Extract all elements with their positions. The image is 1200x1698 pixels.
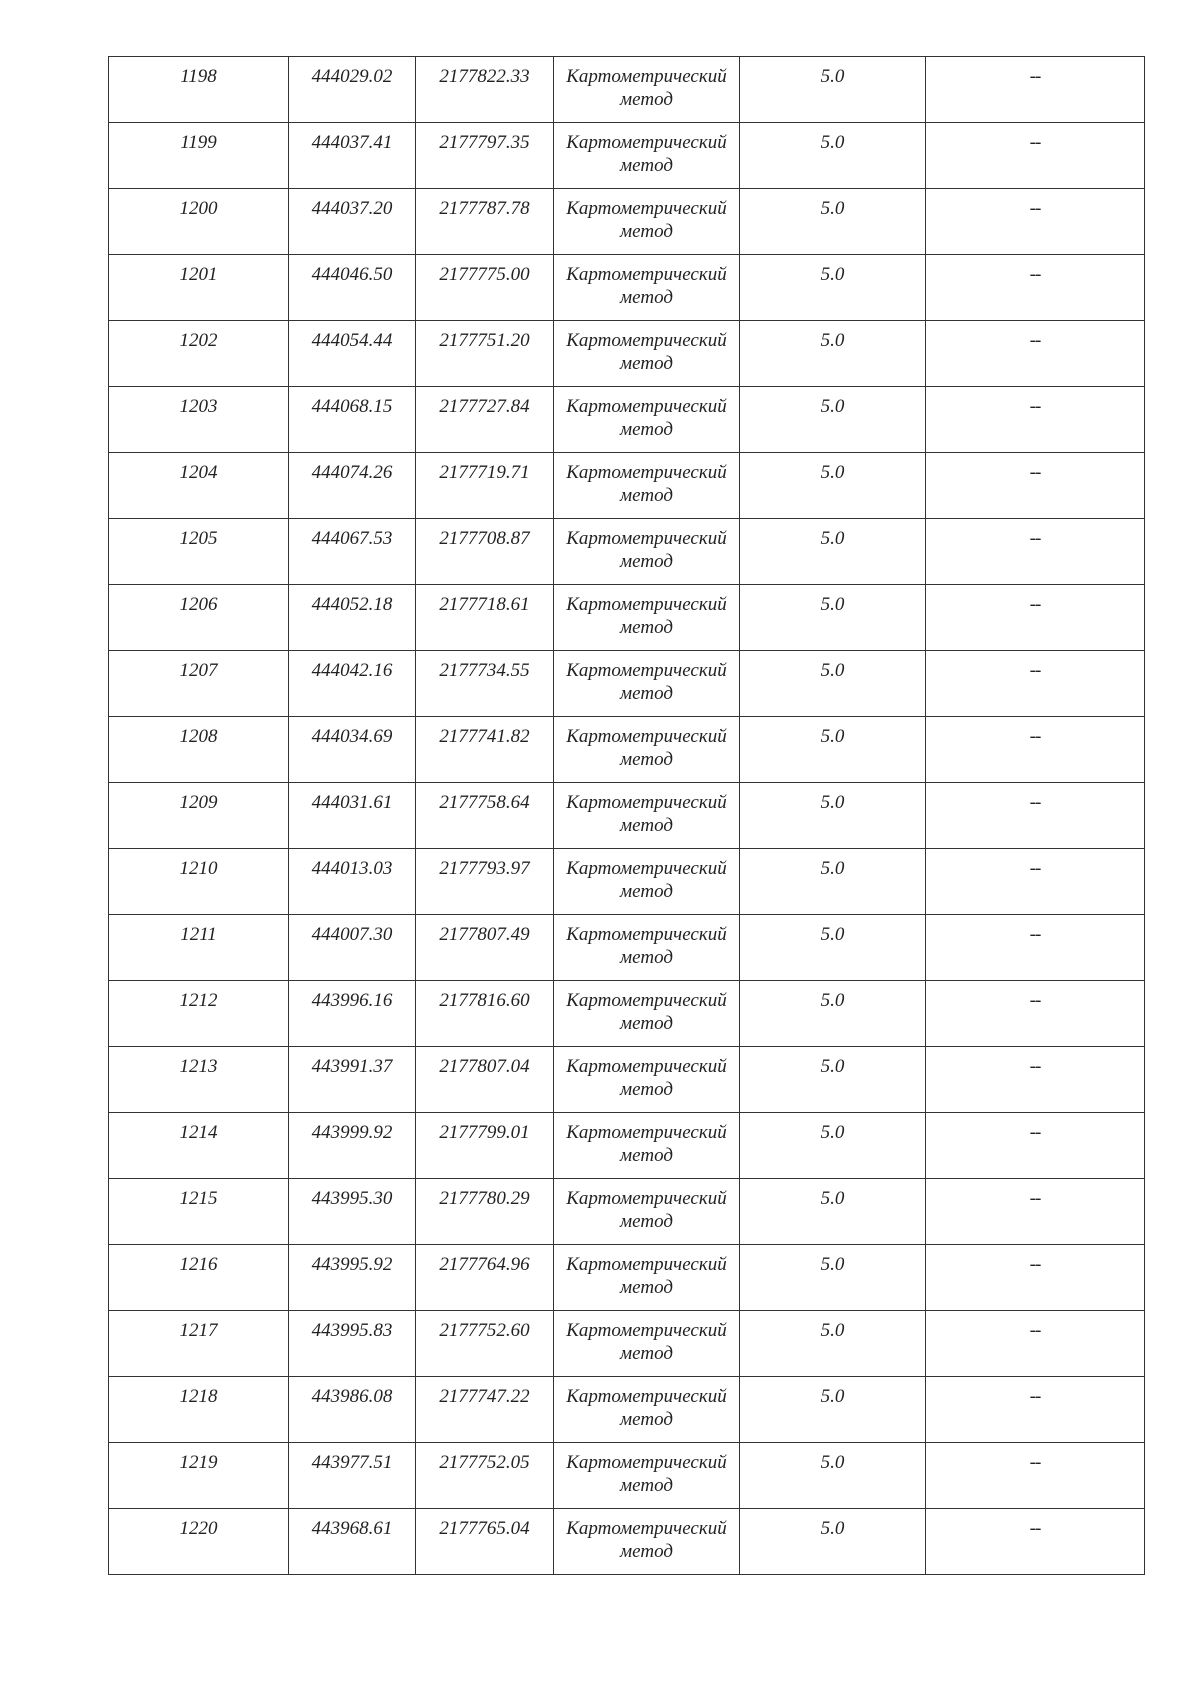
- y-coordinate-cell: 2177799.01: [416, 1113, 554, 1179]
- table-row: [109, 981, 1145, 1047]
- note-cell: --: [926, 57, 1145, 123]
- accuracy-cell: 5.0: [740, 717, 926, 783]
- y-coordinate-cell: 2177752.60: [416, 1311, 554, 1377]
- method-cell: Картометрический метод: [554, 849, 740, 915]
- y-coordinate-cell: 2177751.20: [416, 321, 554, 387]
- table-row: [109, 321, 1145, 387]
- method-cell: Картометрический метод: [554, 453, 740, 519]
- accuracy-cell: 5.0: [740, 453, 926, 519]
- table-row: [109, 1179, 1145, 1245]
- note-cell: --: [926, 1179, 1145, 1245]
- x-coordinate-cell: 444031.61: [289, 783, 416, 849]
- point-number-cell: 1198: [109, 57, 289, 123]
- x-coordinate-cell: 444042.16: [289, 651, 416, 717]
- accuracy-cell: 5.0: [740, 1179, 926, 1245]
- y-coordinate-cell: 2177775.00: [416, 255, 554, 321]
- method-cell: Картометрический метод: [554, 783, 740, 849]
- table-row: [109, 387, 1145, 453]
- y-coordinate-cell: 2177719.71: [416, 453, 554, 519]
- x-coordinate-cell: 443995.30: [289, 1179, 416, 1245]
- accuracy-cell: 5.0: [740, 189, 926, 255]
- point-number-cell: 1218: [109, 1377, 289, 1443]
- x-coordinate-cell: 443999.92: [289, 1113, 416, 1179]
- y-coordinate-cell: 2177752.05: [416, 1443, 554, 1509]
- table-row: [109, 915, 1145, 981]
- table-row: [109, 123, 1145, 189]
- table-row: [109, 717, 1145, 783]
- method-cell: Картометрический метод: [554, 717, 740, 783]
- method-cell: Картометрический метод: [554, 1113, 740, 1179]
- method-cell: Картометрический метод: [554, 915, 740, 981]
- table-row: [109, 1311, 1145, 1377]
- point-number-cell: 1207: [109, 651, 289, 717]
- method-cell: Картометрический метод: [554, 123, 740, 189]
- method-cell: Картометрический метод: [554, 1245, 740, 1311]
- x-coordinate-cell: 443995.83: [289, 1311, 416, 1377]
- point-number-cell: 1204: [109, 453, 289, 519]
- x-coordinate-cell: 443968.61: [289, 1509, 416, 1575]
- note-cell: --: [926, 717, 1145, 783]
- point-number-cell: 1209: [109, 783, 289, 849]
- accuracy-cell: 5.0: [740, 519, 926, 585]
- accuracy-cell: 5.0: [740, 1311, 926, 1377]
- x-coordinate-cell: 443991.37: [289, 1047, 416, 1113]
- table-row: [109, 57, 1145, 123]
- accuracy-cell: 5.0: [740, 1113, 926, 1179]
- table-row: [109, 651, 1145, 717]
- note-cell: --: [926, 849, 1145, 915]
- table-row: [109, 1245, 1145, 1311]
- method-cell: Картометрический метод: [554, 1179, 740, 1245]
- x-coordinate-cell: 443986.08: [289, 1377, 416, 1443]
- x-coordinate-cell: 444054.44: [289, 321, 416, 387]
- method-cell: Картометрический метод: [554, 189, 740, 255]
- x-coordinate-cell: 444013.03: [289, 849, 416, 915]
- accuracy-cell: 5.0: [740, 1047, 926, 1113]
- y-coordinate-cell: 2177764.96: [416, 1245, 554, 1311]
- y-coordinate-cell: 2177797.35: [416, 123, 554, 189]
- table-row: [109, 255, 1145, 321]
- method-cell: Картометрический метод: [554, 1443, 740, 1509]
- note-cell: --: [926, 1443, 1145, 1509]
- point-number-cell: 1214: [109, 1113, 289, 1179]
- point-number-cell: 1202: [109, 321, 289, 387]
- point-number-cell: 1200: [109, 189, 289, 255]
- y-coordinate-cell: 2177787.78: [416, 189, 554, 255]
- note-cell: --: [926, 189, 1145, 255]
- accuracy-cell: 5.0: [740, 57, 926, 123]
- point-number-cell: 1216: [109, 1245, 289, 1311]
- y-coordinate-cell: 2177734.55: [416, 651, 554, 717]
- y-coordinate-cell: 2177727.84: [416, 387, 554, 453]
- accuracy-cell: 5.0: [740, 585, 926, 651]
- method-cell: Картометрический метод: [554, 57, 740, 123]
- method-cell: Картометрический метод: [554, 1047, 740, 1113]
- point-number-cell: 1215: [109, 1179, 289, 1245]
- y-coordinate-cell: 2177718.61: [416, 585, 554, 651]
- note-cell: --: [926, 585, 1145, 651]
- note-cell: --: [926, 255, 1145, 321]
- y-coordinate-cell: 2177708.87: [416, 519, 554, 585]
- point-number-cell: 1201: [109, 255, 289, 321]
- accuracy-cell: 5.0: [740, 915, 926, 981]
- method-cell: Картометрический метод: [554, 981, 740, 1047]
- accuracy-cell: 5.0: [740, 123, 926, 189]
- note-cell: --: [926, 123, 1145, 189]
- accuracy-cell: 5.0: [740, 981, 926, 1047]
- accuracy-cell: 5.0: [740, 321, 926, 387]
- y-coordinate-cell: 2177780.29: [416, 1179, 554, 1245]
- note-cell: --: [926, 1113, 1145, 1179]
- y-coordinate-cell: 2177758.64: [416, 783, 554, 849]
- x-coordinate-cell: 444067.53: [289, 519, 416, 585]
- table-row: [109, 519, 1145, 585]
- accuracy-cell: 5.0: [740, 1443, 926, 1509]
- note-cell: --: [926, 1311, 1145, 1377]
- point-number-cell: 1205: [109, 519, 289, 585]
- accuracy-cell: 5.0: [740, 255, 926, 321]
- method-cell: Картометрический метод: [554, 255, 740, 321]
- note-cell: --: [926, 915, 1145, 981]
- table-row: [109, 1443, 1145, 1509]
- x-coordinate-cell: 444037.20: [289, 189, 416, 255]
- x-coordinate-cell: 443977.51: [289, 1443, 416, 1509]
- method-cell: Картометрический метод: [554, 1377, 740, 1443]
- method-cell: Картометрический метод: [554, 651, 740, 717]
- note-cell: --: [926, 1377, 1145, 1443]
- coordinates-table-body: [109, 57, 1145, 1575]
- x-coordinate-cell: 444007.30: [289, 915, 416, 981]
- y-coordinate-cell: 2177793.97: [416, 849, 554, 915]
- table-row: [109, 1377, 1145, 1443]
- table-row: [109, 783, 1145, 849]
- point-number-cell: 1220: [109, 1509, 289, 1575]
- point-number-cell: 1211: [109, 915, 289, 981]
- table-row: [109, 453, 1145, 519]
- table-row: [109, 1113, 1145, 1179]
- note-cell: --: [926, 519, 1145, 585]
- method-cell: Картометрический метод: [554, 1311, 740, 1377]
- method-cell: Картометрический метод: [554, 585, 740, 651]
- table-row: [109, 1509, 1145, 1575]
- method-cell: Картометрический метод: [554, 519, 740, 585]
- accuracy-cell: 5.0: [740, 1509, 926, 1575]
- y-coordinate-cell: 2177822.33: [416, 57, 554, 123]
- note-cell: --: [926, 453, 1145, 519]
- note-cell: --: [926, 981, 1145, 1047]
- y-coordinate-cell: 2177816.60: [416, 981, 554, 1047]
- accuracy-cell: 5.0: [740, 849, 926, 915]
- accuracy-cell: 5.0: [740, 651, 926, 717]
- x-coordinate-cell: 444074.26: [289, 453, 416, 519]
- accuracy-cell: 5.0: [740, 783, 926, 849]
- method-cell: Картометрический метод: [554, 321, 740, 387]
- x-coordinate-cell: 444034.69: [289, 717, 416, 783]
- point-number-cell: 1219: [109, 1443, 289, 1509]
- method-cell: Картометрический метод: [554, 1509, 740, 1575]
- coordinates-table: [108, 56, 1145, 1575]
- y-coordinate-cell: 2177747.22: [416, 1377, 554, 1443]
- point-number-cell: 1208: [109, 717, 289, 783]
- note-cell: --: [926, 783, 1145, 849]
- x-coordinate-cell: 444068.15: [289, 387, 416, 453]
- x-coordinate-cell: 444037.41: [289, 123, 416, 189]
- point-number-cell: 1212: [109, 981, 289, 1047]
- method-cell: Картометрический метод: [554, 387, 740, 453]
- table-row: [109, 585, 1145, 651]
- point-number-cell: 1199: [109, 123, 289, 189]
- x-coordinate-cell: 443995.92: [289, 1245, 416, 1311]
- x-coordinate-cell: 443996.16: [289, 981, 416, 1047]
- y-coordinate-cell: 2177807.49: [416, 915, 554, 981]
- note-cell: --: [926, 1245, 1145, 1311]
- accuracy-cell: 5.0: [740, 1245, 926, 1311]
- table-row: [109, 849, 1145, 915]
- accuracy-cell: 5.0: [740, 1377, 926, 1443]
- note-cell: --: [926, 321, 1145, 387]
- x-coordinate-cell: 444046.50: [289, 255, 416, 321]
- y-coordinate-cell: 2177807.04: [416, 1047, 554, 1113]
- note-cell: --: [926, 1509, 1145, 1575]
- point-number-cell: 1206: [109, 585, 289, 651]
- x-coordinate-cell: 444029.02: [289, 57, 416, 123]
- point-number-cell: 1217: [109, 1311, 289, 1377]
- accuracy-cell: 5.0: [740, 387, 926, 453]
- table-row: [109, 189, 1145, 255]
- point-number-cell: 1213: [109, 1047, 289, 1113]
- note-cell: --: [926, 651, 1145, 717]
- note-cell: --: [926, 387, 1145, 453]
- table-row: [109, 1047, 1145, 1113]
- point-number-cell: 1210: [109, 849, 289, 915]
- y-coordinate-cell: 2177765.04: [416, 1509, 554, 1575]
- note-cell: --: [926, 1047, 1145, 1113]
- point-number-cell: 1203: [109, 387, 289, 453]
- y-coordinate-cell: 2177741.82: [416, 717, 554, 783]
- x-coordinate-cell: 444052.18: [289, 585, 416, 651]
